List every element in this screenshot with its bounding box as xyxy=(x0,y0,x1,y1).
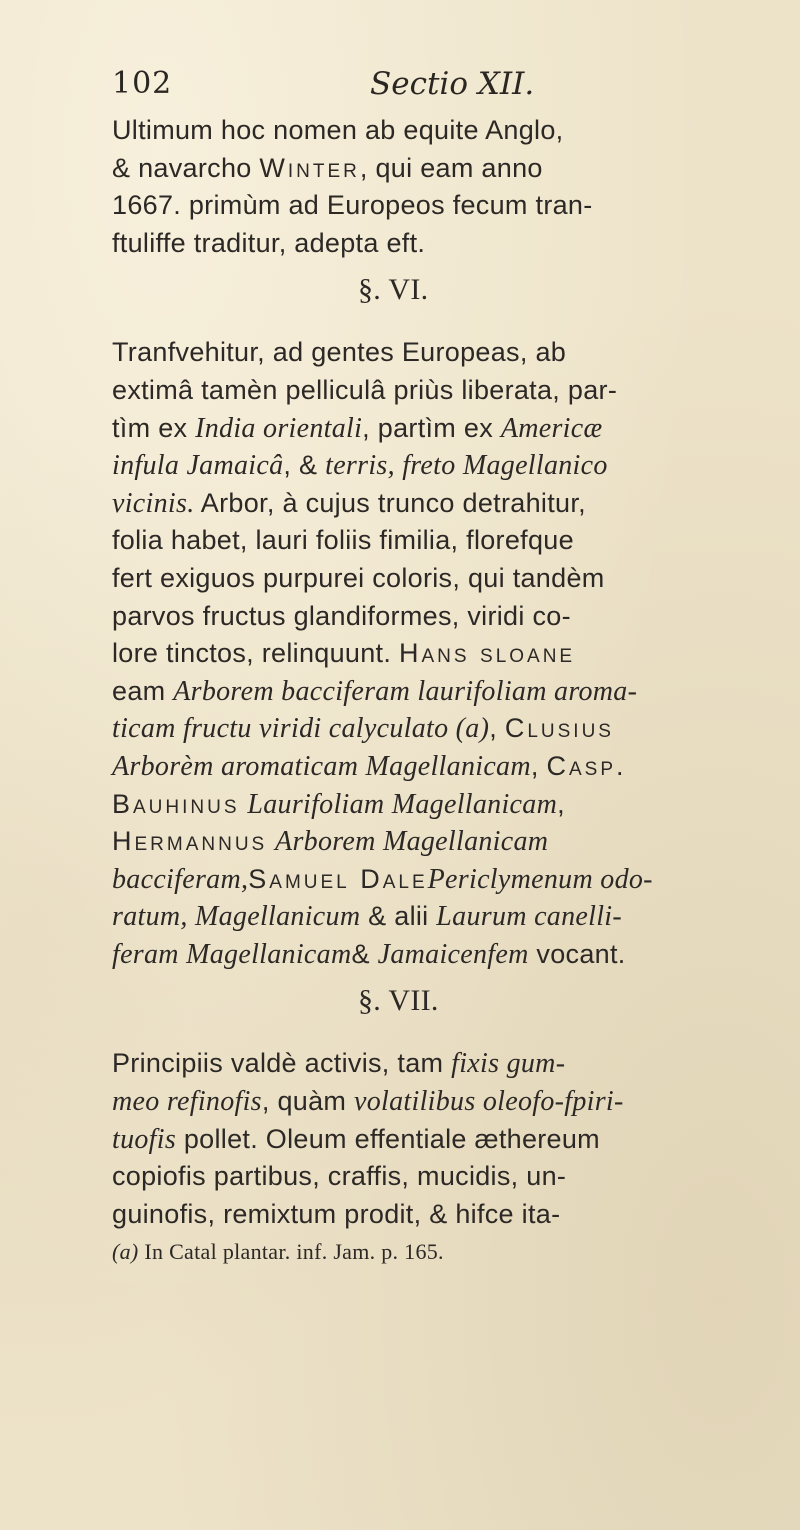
text-line xyxy=(112,898,792,936)
text-line xyxy=(112,786,792,824)
text-line xyxy=(112,635,792,673)
body-text xyxy=(112,112,792,1269)
italic-run: ticam fructu viridi calyculato (a) xyxy=(112,713,490,745)
italic-run: feram Magellanicam xyxy=(112,938,352,970)
person-name: Bauhinus xyxy=(112,788,240,819)
text-run: pollet. Oleum effentiale æthereum xyxy=(176,1123,600,1154)
text-line xyxy=(112,150,792,188)
text-line xyxy=(112,112,792,150)
italic-run: terris, freto Magellanico xyxy=(325,450,608,482)
text-line xyxy=(112,710,792,748)
text-run: & alii xyxy=(360,901,437,932)
text-line xyxy=(112,522,792,560)
text-line xyxy=(112,485,792,523)
text-line xyxy=(112,1121,792,1159)
text-line xyxy=(112,1158,792,1196)
italic-run: Laurum canelli- xyxy=(436,901,622,933)
text-line xyxy=(112,225,792,263)
text-line xyxy=(112,748,792,786)
italic-run: volatilibus oleofo-fpiri- xyxy=(354,1086,624,1118)
italic-run: meo refinofis xyxy=(112,1086,262,1118)
person-name: Winter xyxy=(259,152,360,183)
italic-run: infula Jamaicâ xyxy=(112,450,284,482)
text-run: folia habet, lauri foliis fimilia, florefque xyxy=(112,525,574,556)
italic-run: ratum, Magellanicum xyxy=(112,901,361,933)
text-run: , partìm ex xyxy=(362,412,501,443)
text-run: copiofis partibus, craffis, mucidis, un- xyxy=(112,1161,567,1192)
italic-run: tuofis xyxy=(112,1123,177,1155)
text-line xyxy=(112,187,792,225)
person-name: Samuel Dale xyxy=(248,863,428,894)
italic-run: fixis gum- xyxy=(451,1048,566,1080)
text-line xyxy=(112,598,792,636)
text-run: & navarcho xyxy=(112,152,260,183)
spacer xyxy=(112,1029,792,1045)
text-line xyxy=(112,1083,792,1121)
person-name: Casp. xyxy=(546,750,627,781)
italic-run: Jamaicenfem xyxy=(377,938,529,970)
section-heading-6: §. VI. xyxy=(358,273,429,307)
text-run: & xyxy=(351,938,378,969)
section-heading-7: §. VII. xyxy=(358,984,439,1018)
text-run: , quàm xyxy=(261,1086,355,1117)
italic-run: Arborèm aromaticam Magellanicam xyxy=(112,750,531,782)
italic-run: vicinis. xyxy=(112,487,195,519)
italic-run: Arborem Magellanicam xyxy=(275,826,549,858)
text-run: Ultimum hoc nomen ab equite Anglo, xyxy=(112,115,564,145)
text-line xyxy=(112,372,792,410)
page-header xyxy=(112,66,772,112)
text-run: , & xyxy=(283,450,326,481)
footnote-mark: (a) xyxy=(112,1239,139,1265)
page-number: 102 xyxy=(112,66,173,101)
italic-run: Americæ xyxy=(500,412,603,444)
text-run: , xyxy=(557,788,565,819)
running-head: Sectio XII. xyxy=(370,66,535,102)
text-run: Arbor, à cujus trunco detrahitur, xyxy=(194,487,586,518)
text-line xyxy=(112,334,792,372)
text-line xyxy=(112,447,792,485)
spacer xyxy=(112,318,792,334)
text-run: lore tinctos, relinquunt. xyxy=(112,638,399,669)
text-run: Principiis valdè activis, tam xyxy=(112,1048,452,1079)
text-line xyxy=(112,560,792,598)
person-name: Clusius xyxy=(504,713,614,744)
text-line xyxy=(112,936,792,974)
text-run: fert exiguos purpurei coloris, qui tandèm xyxy=(112,562,605,593)
italic-run: bacciferam, xyxy=(112,863,249,895)
text-run: tìm ex xyxy=(112,412,196,443)
text-run: ftuliffe traditur, adepta eft. xyxy=(112,227,426,258)
text-run: , xyxy=(489,713,505,744)
text-run xyxy=(267,826,275,856)
text-run: 1667. primùm ad Europeos fecum tran- xyxy=(112,190,593,221)
person-name: Hans sloane xyxy=(398,638,576,669)
text-line xyxy=(112,410,792,448)
person-name: Hermannus xyxy=(112,826,268,857)
footnote-text: In Catal plantar. inf. Jam. p. 165. xyxy=(138,1239,444,1265)
footnote xyxy=(112,1235,792,1269)
italic-run: Periclymenum odo- xyxy=(427,863,653,895)
text-line xyxy=(112,1196,792,1234)
text-run: parvos fructus glandiformes, viridi co- xyxy=(112,600,571,631)
text-line xyxy=(112,823,792,861)
text-run: guinofis, remixtum prodit, & hifce ita- xyxy=(112,1198,561,1229)
text-run: , xyxy=(530,750,547,781)
italic-run: Arborem bacciferam laurifoliam aroma- xyxy=(173,675,638,707)
text-run: Tranfvehitur, ad gentes Europeas, ab xyxy=(112,337,567,368)
text-line xyxy=(112,673,792,711)
text-run: , qui eam anno xyxy=(359,152,543,183)
text-run: eam xyxy=(112,675,174,706)
text-run: extimâ tamèn pelliculâ priùs liberata, par- xyxy=(112,374,618,405)
text-line xyxy=(112,861,792,899)
italic-run: Laurifoliam Magellanicam xyxy=(247,788,558,820)
text-line xyxy=(112,1045,792,1083)
italic-run: India orientali xyxy=(195,412,363,444)
text-run: vocant. xyxy=(528,938,626,969)
